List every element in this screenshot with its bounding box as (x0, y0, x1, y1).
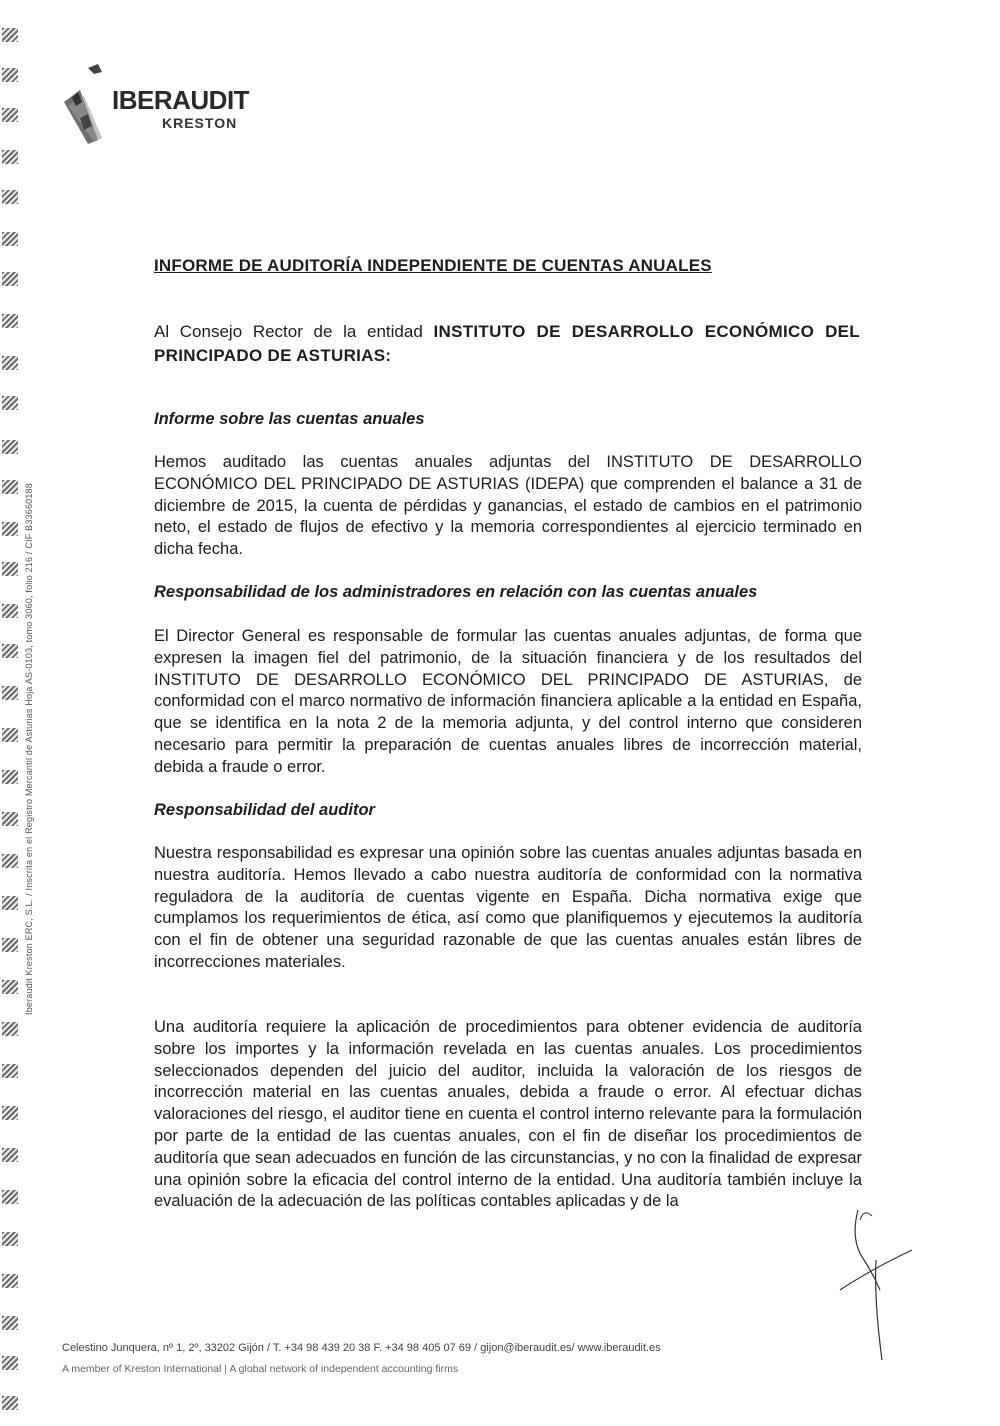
margin-stamp (2, 190, 18, 204)
margin-stamp (2, 314, 18, 328)
margin-stamp (2, 68, 18, 82)
section-heading-responsabilidad-administradores: Responsabilidad de los administradores en relación con las cuentas anuales (154, 583, 758, 601)
margin-stamp (2, 28, 18, 42)
margin-stamp (2, 1396, 18, 1410)
margin-stamp (2, 644, 18, 658)
margin-stamp (2, 980, 18, 994)
margin-stamp (2, 938, 18, 952)
paragraph-informe: Hemos auditado las cuentas anuales adjuntas del INSTITUTO DE DESARROLLO ECONÓMICO DEL PRINCIPADO DE ASTURIAS (IDEPA) que comprenden el balance a 31 de diciembre de 2015, la cuenta de pérdidas y ganancias, el estado de cambios en el patrimonio neto, el estado de flujos de efectivo y la memoria correspondientes al ejercicio terminado en dicha fecha. (154, 453, 862, 559)
margin-stamp (2, 1022, 18, 1036)
margin-stamp (2, 396, 18, 410)
margin-stamp (2, 272, 18, 286)
paragraph-responsabilidad-auditor-1: Nuestra responsabilidad es expresar una opinión sobre las cuentas anuales adjuntas basada en nuestra auditoría. Hemos llevado a cabo nuestra auditoría de conformidad con la normativa reguladora de la auditoría de cuentas vigente en España. Dicha normativa exige que cumplamos los requerimientos de ética, así como que planifiquemos y ejecutemos la auditoría con el fin de obtener una seguridad razonable de que las cuentas anuales están libres de incorrecciones materiales. (154, 844, 862, 971)
addressee-entity: INSTITUTO DE DESARROLLO ECONÓMICO DEL PRINCIPADO DE ASTURIAS: (154, 322, 860, 365)
margin-stamp (2, 356, 18, 370)
addressee-prefix: Al Consejo Rector de la entidad (154, 322, 423, 341)
margin-stamp (2, 812, 18, 826)
footer-address: Celestino Junquera, nº 1, 2º, 33202 Gijón / T. +34 98 439 20 38 F. +34 98 405 07 69 / gijon@iberaudit.es/ www.iberaudit.es (62, 1342, 661, 1354)
margin-stamp (2, 1064, 18, 1078)
margin-stamp (2, 604, 18, 618)
margin-stamp (2, 728, 18, 742)
footer-network: A member of Kreston International | A global network of independent accounting firms (62, 1363, 459, 1375)
margin-stamp (2, 1190, 18, 1204)
logo-subname: KRESTON (162, 115, 238, 131)
margin-stamp (2, 1148, 18, 1162)
addressee (154, 320, 860, 368)
margin-stamp (2, 1274, 18, 1288)
company-logo (58, 62, 278, 152)
margin-stamp (2, 232, 18, 246)
document-title: INFORME DE AUDITORÍA INDEPENDIENTE DE CUENTAS ANUALES (154, 256, 712, 275)
margin-stamp (2, 1316, 18, 1330)
margin-stamp (2, 686, 18, 700)
margin-stamp (2, 770, 18, 784)
margin-registry-text: Iberaudit Kreston ERC, S.L. / Inscrita en el Registro Mercantil de Asturias Hoja AS-0103, tomo 3060, folio 216 / CIF B33660188 (24, 483, 34, 1015)
paragraph-responsabilidad-auditor-2: Una auditoría requiere la aplicación de procedimientos para obtener evidencia de auditoría sobre los importes y la información revelada en las cuentas anuales. Los procedimientos seleccionados dependen del juicio del auditor, incluida la valoración de los riesgos de incorrección material en las cuentas anuales, debida a fraude o error. Al efectuar dichas valoraciones del riesgo, el auditor tiene en cuenta el control interno relevante para la formulación por parte de la entidad de las cuentas anuales, con el fin de diseñar los procedimientos de auditoría que sean adecuados en función de las circunstancias, y no con la finalidad de expresar una opinión sobre la eficacia del control interno de la entidad. Una auditoría también incluye la evaluación de la adecuación de las políticas contables aplicadas y de la (154, 1018, 862, 1211)
margin-stamp-column (0, 0, 22, 1426)
margin-stamp (2, 896, 18, 910)
section-heading-responsabilidad-auditor: Responsabilidad del auditor (154, 801, 375, 819)
margin-stamp (2, 1356, 18, 1370)
margin-stamp (2, 854, 18, 868)
margin-stamp (2, 480, 18, 494)
margin-stamp (2, 108, 18, 122)
logo-mark-icon (58, 62, 118, 147)
margin-stamp (2, 1232, 18, 1246)
margin-stamp (2, 440, 18, 454)
section-heading-informe: Informe sobre las cuentas anuales (154, 410, 425, 428)
paragraph-responsabilidad-administradores: El Director General es responsable de formular las cuentas anuales adjuntas, de forma que expresen la imagen fiel del patrimonio, de la situación financiera y de los resultados del INSTITUTO DE DESARROLLO ECONÓMICO DEL PRINCIPADO DE ASTURIAS, de conformidad con el marco normativo de información financiera aplicable a la entidad en España, que se identifica en la nota 2 de la memoria adjunta, y del control interno que consideren necesario para permitir la preparación de cuentas anuales libres de incorrección material, debida a fraude o error. (154, 627, 862, 776)
logo-name: IBERAUDIT (112, 85, 250, 115)
margin-stamp (2, 562, 18, 576)
handwritten-initials-mark (820, 1200, 920, 1370)
margin-stamp (2, 150, 18, 164)
margin-stamp (2, 1106, 18, 1120)
margin-stamp (2, 522, 18, 536)
